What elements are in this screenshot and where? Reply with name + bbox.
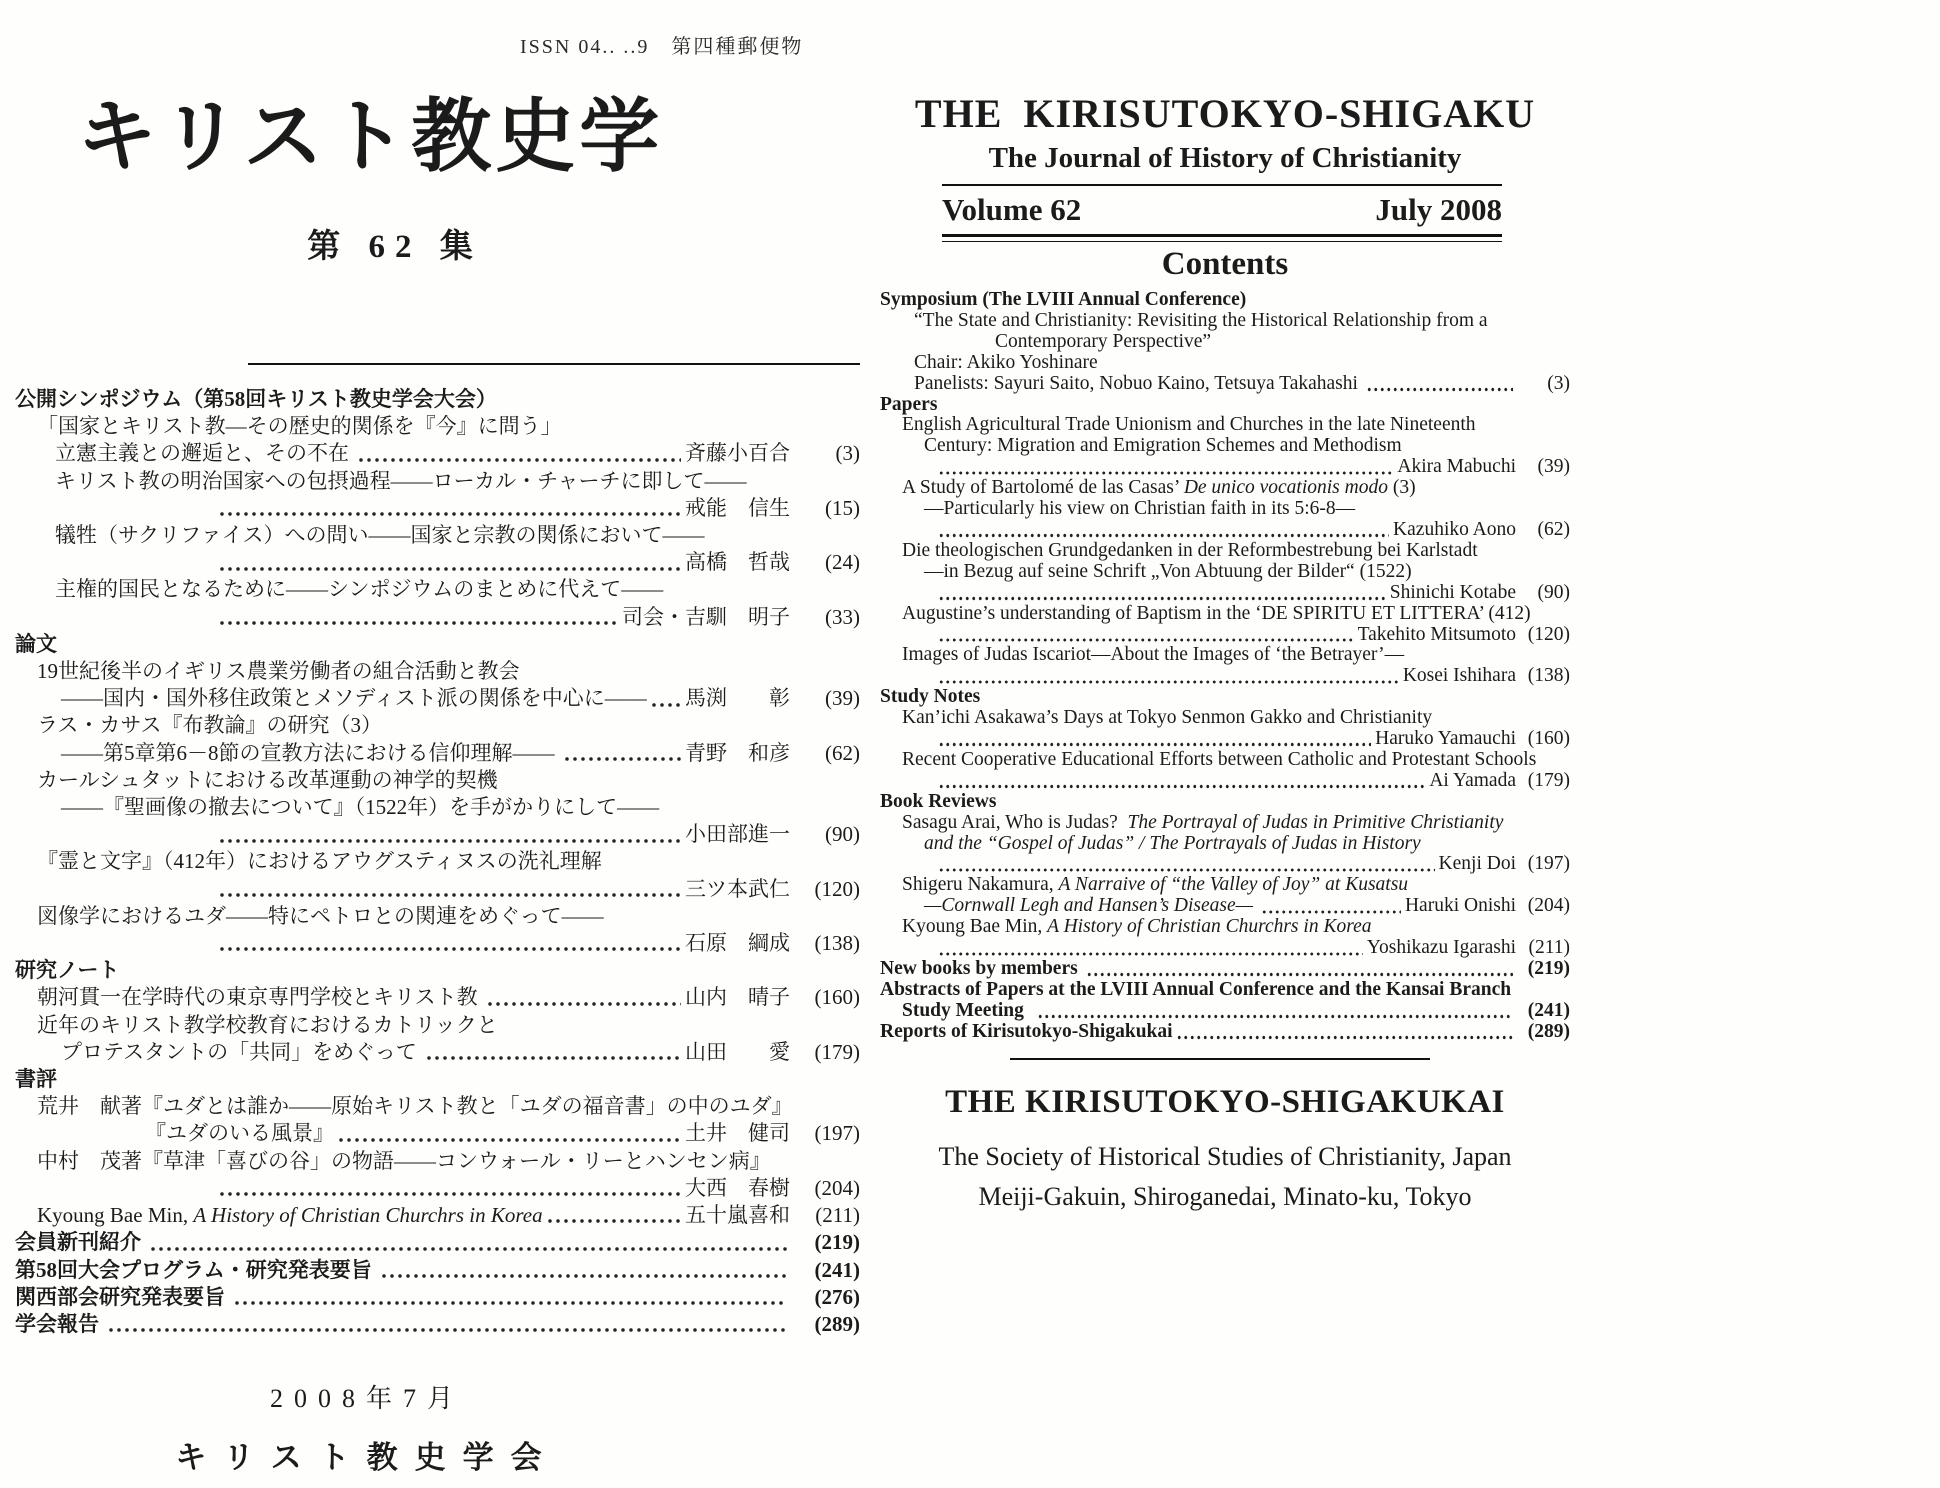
toc-page-number: (197): [814, 1121, 860, 1146]
dot-leader: [218, 888, 681, 903]
toc-entry-text: Panelists: Sayuri Saito, Nobuo Kaino, Tetsuya Takahashi: [914, 372, 1363, 394]
toc-page-number: (197): [1527, 853, 1570, 875]
toc-page-number: (90): [1537, 581, 1570, 603]
toc-entry-text: 公開シンポジウム（第58回キリスト教史学会大会）: [15, 387, 497, 411]
toc-entry-text: Kyoung Bae Min, A History of Christian Churchrs in Korea: [37, 1203, 543, 1228]
toc-entry-line: [15, 1311, 860, 1338]
toc-author: Haruki Onishi: [1404, 895, 1516, 917]
contents-heading: Contents: [1161, 246, 1289, 282]
toc-entry-line: [15, 1202, 860, 1229]
toc-author: Takehito Mitsumoto: [1357, 623, 1516, 645]
toc-entry-text: 犠牲（サクリファイス）への問い——国家と宗教の関係において——: [55, 523, 705, 548]
toc-author: 青野 和彦: [685, 740, 790, 765]
toc-entry-line: [880, 1001, 1570, 1022]
toc-entry-text: —Particularly his view on Christian faith in its 5:6-8—: [924, 498, 1356, 520]
toc-author: 大西 春樹: [685, 1175, 790, 1200]
toc-author: 司会・吉馴 明子: [622, 604, 790, 629]
toc-entry-line: [15, 1066, 860, 1093]
toc-entry-line: [880, 625, 1570, 646]
toc-entry-line: [15, 821, 860, 848]
toc-author: 斉藤小百合: [685, 441, 790, 466]
toc-entry-text: 近年のキリスト教学校教育におけるカトリックと: [37, 1012, 498, 1037]
toc-page-number: (39): [825, 686, 860, 711]
journal-title-english: THE KIRISUTOKYO-SHIGAKU: [914, 91, 1536, 136]
toc-page-number: (204): [1527, 895, 1570, 917]
toc-entry-line: [880, 332, 1570, 353]
toc-entry-text: Images of Judas Iscariot—About the Images of ‘the Betrayer’—: [902, 644, 1405, 666]
dot-leader: [938, 858, 1435, 873]
toc-entry-line: [880, 541, 1570, 562]
toc-entry-text: Book Reviews: [880, 790, 997, 812]
dot-leader: [563, 752, 681, 767]
toc-author: Haruko Yamauchi: [1375, 728, 1516, 750]
issue-date-english: July 2008: [1375, 192, 1502, 227]
toc-entry-text: 図像学におけるユダ——特にペトロとの関連をめぐって——: [37, 903, 604, 928]
toc-entry-line: [15, 631, 860, 658]
toc-entry-text: 19世紀後半のイギリス農業労働者の組合活動と教会: [37, 659, 520, 684]
toc-entry-line: [880, 792, 1570, 813]
toc-entry-text: 『霊と文字』（412年）におけるアウグスティヌスの洗礼理解: [37, 849, 602, 874]
toc-entry-line: [15, 495, 860, 522]
toc-entry-line: [880, 771, 1570, 792]
toc-entry-line: [880, 854, 1570, 875]
toc-entry-line: [15, 1012, 860, 1039]
toc-entry-text: 第58回大会プログラム・研究発表要旨: [15, 1257, 378, 1282]
toc-entry-text: 関西部会研究発表要旨: [15, 1284, 231, 1309]
toc-page-number: (289): [1527, 1020, 1570, 1042]
dot-leader: [938, 587, 1386, 602]
toc-page-number: (33): [825, 604, 860, 629]
toc-page-number: (90): [825, 822, 860, 847]
toc-author: 高橋 哲哉: [685, 550, 790, 575]
toc-entry-line: [15, 876, 860, 903]
toc-entry-text: カールシュタットにおける改革運動の神学的契機: [37, 767, 498, 792]
toc-author: Akira Mabuchi: [1397, 456, 1516, 478]
toc-entry-line: [880, 562, 1570, 583]
toc-entry-text: Contemporary Perspective”: [995, 330, 1212, 352]
toc-page-number: (289): [814, 1311, 860, 1336]
footer-divider-rule: [1010, 1058, 1430, 1060]
dot-leader: [149, 1242, 787, 1257]
toc-entry-line: [880, 604, 1570, 625]
toc-page-number: (160): [1527, 728, 1570, 750]
toc-entry-text: Shigeru Nakamura, A Narraive of “the Valley of Joy” at Kusatsu: [902, 874, 1409, 896]
toc-author: 石原 綱成: [685, 931, 790, 956]
dot-leader: [938, 524, 1389, 539]
toc-entry-text: “The State and Christianity: Revisiting the Historical Relationship from a: [914, 309, 1488, 331]
japanese-contents-page: [15, 0, 860, 1488]
toc-author: 山田 愛: [685, 1039, 790, 1064]
toc-entry-text: 中村 茂著『草津「喜びの谷」の物語——コンウォール・リーとハンセン病』: [37, 1148, 771, 1173]
dot-leader: [938, 628, 1354, 643]
toc-entry-text: Abstracts of Papers at the LVIII Annual Conference and the Kansai Branch: [880, 978, 1512, 1000]
dot-leader: [218, 507, 681, 522]
dot-leader: [546, 1214, 681, 1229]
toc-entry-text: Kan’ichi Asakawa’s Days at Tokyo Senmon Gakko and Christianity: [902, 707, 1433, 729]
toc-entry-line: [880, 478, 1570, 499]
toc-page-number: (219): [814, 1230, 860, 1255]
toc-page-number: (15): [825, 495, 860, 520]
toc-entry-line: [15, 767, 860, 794]
toc-author: 五十嵐喜和: [685, 1203, 790, 1228]
toc-entry-line: [15, 1257, 860, 1284]
toc-entry-text: 会員新刊紹介: [15, 1230, 147, 1255]
japanese-toc: [15, 386, 860, 1338]
dot-leader: [486, 997, 681, 1012]
toc-entry-text: Augustine’s understanding of Baptism in the ‘DE SPIRITU ET LITTERA’ (412): [902, 602, 1531, 624]
toc-entry-text: プロテスタントの「共同」をめぐって: [61, 1039, 422, 1064]
toc-author: Shinichi Kotabe: [1389, 581, 1516, 603]
toc-entry-line: [15, 930, 860, 957]
toc-entry-text: 学会報告: [15, 1311, 105, 1336]
toc-entry-text: and the “Gospel of Judas” / The Portrayals of Judas in History: [924, 832, 1421, 854]
toc-entry-text: 朝河貫一在学時代の東京専門学校とキリスト教: [37, 985, 483, 1010]
dot-leader: [357, 453, 681, 468]
toc-entry-text: Century: Migration and Emigration Schemes and Methodism: [924, 435, 1402, 457]
toc-page-number: (39): [1537, 456, 1570, 478]
toc-entry-text: Chair: Akiko Yoshinare: [914, 351, 1098, 373]
toc-entry-text: Sasagu Arai, Who is Judas? The Portrayal of Judas in Primitive Christianity: [902, 811, 1504, 833]
toc-entry-line: [15, 1175, 860, 1202]
toc-entry-line: [880, 917, 1570, 938]
volume-label: Volume 62: [942, 192, 1082, 227]
toc-page-number: (120): [1527, 623, 1570, 645]
toc-entry-line: [880, 290, 1570, 311]
toc-entry-text: Symposium (The LVIII Annual Conference): [880, 289, 1247, 310]
toc-author: 小田部進一: [685, 822, 790, 847]
toc-entry-line: [15, 1148, 860, 1175]
toc-entry-text: Study Meeting: [902, 999, 1034, 1021]
dot-leader: [337, 1133, 681, 1148]
dot-leader: [938, 670, 1399, 685]
dot-leader: [938, 942, 1363, 957]
double-divider-rule: [942, 234, 1502, 242]
toc-entry-line: [15, 685, 860, 712]
toc-entry-line: [15, 984, 860, 1011]
journal-subtitle-english: The Journal of History of Christianity: [988, 142, 1462, 174]
toc-entry-text: 研究ノート: [15, 958, 120, 983]
toc-page-number: (211): [815, 1203, 860, 1228]
toc-page-number: (138): [1527, 665, 1570, 687]
toc-entry-line: [880, 457, 1570, 478]
toc-page-number: (62): [1537, 518, 1570, 540]
toc-entry-line: [15, 576, 860, 603]
toc-entry-line: [880, 520, 1570, 541]
toc-page-number: (211): [1528, 937, 1570, 959]
toc-entry-line: [880, 583, 1570, 604]
journal-title-japanese: キリスト教史学: [76, 94, 664, 182]
toc-entry-line: [880, 834, 1570, 855]
toc-entry-text: ラス・カサス『布教論』の研究（3）: [37, 713, 383, 738]
toc-entry-line: [15, 1093, 860, 1120]
toc-entry-text: Kyoung Bae Min, A History of Christian Churchrs in Korea: [902, 916, 1372, 938]
dot-leader: [233, 1296, 787, 1311]
dot-leader: [650, 697, 681, 712]
society-address: Meiji-Gakuin, Shiroganedai, Minato-ku, Tokyo: [978, 1182, 1472, 1211]
toc-entry-line: [880, 750, 1570, 771]
toc-entry-line: [880, 499, 1570, 520]
toc-entry-line: [880, 896, 1570, 917]
toc-entry-line: [880, 666, 1570, 687]
toc-entry-line: [15, 957, 860, 984]
society-name: The Society of Historical Studies of Christianity, Japan: [938, 1142, 1512, 1171]
toc-entry-line: [880, 436, 1570, 457]
toc-entry-text: New books by members: [880, 958, 1083, 979]
toc-entry-line: [15, 1284, 860, 1311]
toc-page-number: (204): [814, 1175, 860, 1200]
toc-author: Kenji Doi: [1438, 853, 1516, 875]
english-contents-page: [880, 0, 1570, 1488]
toc-entry-text: Papers: [880, 393, 938, 415]
dot-leader: [938, 775, 1425, 790]
toc-page-number: (179): [814, 1039, 860, 1064]
toc-entry-line: [880, 374, 1570, 395]
toc-page-number: (219): [1527, 958, 1570, 979]
toc-entry-text: 『ユダのいる風景』: [145, 1121, 334, 1146]
toc-entry-line: [15, 848, 860, 875]
toc-entry-text: A Study of Bartolomé de las Casas’ De unico vocationis modo (3): [902, 477, 1416, 499]
toc-author: Yoshikazu Igarashi: [1366, 937, 1516, 959]
volume-date-row: [942, 192, 1502, 228]
dot-leader: [938, 461, 1393, 476]
toc-entry-line: [15, 1039, 860, 1066]
dot-leader: [218, 833, 681, 848]
toc-entry-line: [880, 938, 1570, 959]
toc-page-number: (62): [825, 740, 860, 765]
toc-entry-text: ——国内・国外移住政策とメソディスト派の関係を中心に——: [61, 686, 647, 711]
toc-entry-line: [880, 980, 1570, 1001]
toc-entry-text: 立憲主義との邂逅と、その不在: [55, 441, 355, 466]
toc-page-number: (160): [814, 985, 860, 1010]
toc-entry-line: [15, 468, 860, 495]
toc-entry-line: [880, 959, 1570, 980]
toc-author: 馬渕 彰: [685, 686, 790, 711]
divider-rule: [248, 363, 860, 365]
toc-page-number: (24): [825, 550, 860, 575]
toc-entry-line: [880, 1022, 1570, 1043]
toc-entry-text: 「国家とキリスト教—その歴史的関係を『今』に問う」: [37, 414, 562, 439]
toc-entry-line: [880, 415, 1570, 436]
toc-page-number: (3): [835, 441, 860, 466]
toc-entry-line: [15, 794, 860, 821]
toc-entry-text: Reports of Kirisutokyo-Shigakukai: [880, 1020, 1173, 1042]
toc-entry-line: [880, 353, 1570, 374]
toc-entry-line: [880, 687, 1570, 708]
toc-entry-line: [880, 311, 1570, 332]
dot-leader: [1366, 378, 1513, 393]
dot-leader: [1261, 900, 1401, 915]
toc-entry-line: [15, 712, 860, 739]
dot-leader: [218, 942, 681, 957]
dot-leader: [1037, 1005, 1513, 1020]
toc-entry-line: [15, 658, 860, 685]
toc-entry-line: [880, 729, 1570, 750]
toc-author: 三ツ本武仁: [685, 876, 790, 901]
toc-page-number: (276): [814, 1284, 860, 1309]
toc-entry-text: Die theologischen Grundgedanken in der Reformbestrebung bei Karlstadt: [902, 539, 1478, 561]
toc-entry-line: [880, 813, 1570, 834]
dot-leader: [218, 561, 681, 576]
toc-entry-text: キリスト教の明治国家への包摂過程——ローカル・チャーチに即して——: [55, 468, 747, 493]
toc-entry-text: English Agricultural Trade Unionism and Churches in the late Nineteenth: [902, 414, 1476, 436]
toc-page-number: (3): [1547, 372, 1570, 394]
dot-leader: [1086, 963, 1513, 978]
toc-author: 山内 晴子: [685, 985, 790, 1010]
toc-entry-line: [15, 413, 860, 440]
toc-entry-text: —Cornwall Legh and Hansen’s Disease—: [924, 895, 1258, 917]
toc-entry-line: [15, 1229, 860, 1256]
toc-entry-line: [15, 386, 860, 413]
toc-entry-text: 論文: [15, 631, 57, 656]
toc-entry-line: [15, 604, 860, 631]
dot-leader: [380, 1269, 787, 1284]
toc-entry-text: ——第5章第6－8節の宣教方法における信仰理解——: [61, 740, 560, 765]
toc-author: Kazuhiko Aono: [1393, 518, 1516, 540]
toc-author: 土井 健司: [685, 1121, 790, 1146]
dot-leader: [218, 616, 618, 631]
toc-page-number: (241): [1527, 999, 1570, 1021]
toc-entry-line: [880, 395, 1570, 416]
dot-leader: [425, 1051, 681, 1066]
issn-line: ISSN 04.. ..9 第四種郵便物: [520, 36, 804, 58]
issue-date-japanese: 2008年7月: [269, 1384, 464, 1413]
toc-page-number: (179): [1527, 769, 1570, 791]
toc-entry-text: 書評: [15, 1067, 57, 1092]
publisher-japanese: キリスト教史学会: [175, 1440, 559, 1475]
toc-entry-line: [880, 645, 1570, 666]
toc-entry-line: [880, 875, 1570, 896]
toc-entry-text: 主権的国民となるために——シンポジウムのまとめに代えて——: [55, 577, 664, 602]
toc-page-number: (120): [814, 876, 860, 901]
toc-author: Kosei Ishihara: [1402, 665, 1516, 687]
toc-entry-line: [15, 549, 860, 576]
divider-rule: [942, 184, 1502, 186]
toc-page-number: (138): [814, 931, 860, 956]
toc-entry-line: [15, 903, 860, 930]
toc-entry-text: ——『聖画像の撤去について』（1522年）を手がかりにして——: [61, 795, 660, 820]
dot-leader: [938, 733, 1371, 748]
english-toc: [880, 290, 1570, 1043]
toc-entry-line: [15, 522, 860, 549]
society-title: THE KIRISUTOKYO-SHIGAKUKAI: [945, 1084, 1505, 1120]
toc-entry-text: Recent Cooperative Educational Efforts between Catholic and Protestant Schools: [902, 748, 1537, 770]
toc-entry-text: 荒井 献著『ユダとは誰か——原始キリスト教と「ユダの福音書」の中のユダ』: [37, 1094, 793, 1119]
toc-entry-line: [15, 1120, 860, 1147]
toc-entry-line: [880, 708, 1570, 729]
toc-entry-text: —in Bezug auf seine Schrift „Von Abtuung der Bilder“ (1522): [924, 560, 1412, 582]
dot-leader: [1176, 1026, 1513, 1041]
volume-number-japanese: 第 62 集: [307, 229, 483, 265]
toc-author: 戒能 信生: [685, 495, 790, 520]
toc-entry-text: Study Notes: [880, 686, 981, 708]
dot-leader: [107, 1323, 787, 1338]
dot-leader: [218, 1187, 681, 1202]
toc-page-number: (241): [814, 1257, 860, 1282]
toc-entry-line: [15, 740, 860, 767]
toc-author: Ai Yamada: [1429, 769, 1516, 791]
toc-entry-line: [15, 440, 860, 467]
